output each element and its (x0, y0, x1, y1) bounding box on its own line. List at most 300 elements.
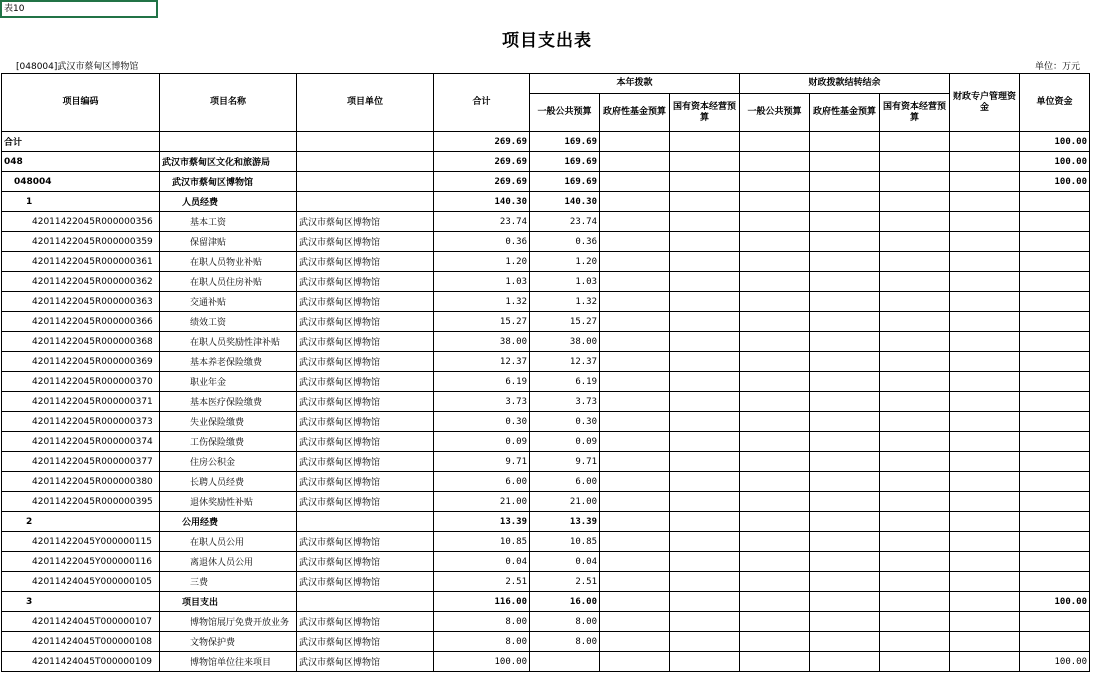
cell-empty[interactable] (810, 172, 880, 192)
cell-empty[interactable] (670, 612, 740, 632)
cell-empty[interactable] (740, 612, 810, 632)
cell-unit-fund[interactable] (1020, 412, 1090, 432)
cell-total[interactable]: 3.73 (434, 392, 530, 412)
cell-empty[interactable] (950, 612, 1020, 632)
cell-empty[interactable] (880, 472, 950, 492)
cell-name[interactable]: 交通补贴 (160, 292, 297, 312)
cell-name[interactable]: 基本养老保险缴费 (160, 352, 297, 372)
cell-empty[interactable] (950, 432, 1020, 452)
cell-empty[interactable] (810, 132, 880, 152)
cell-unit-fund[interactable] (1020, 352, 1090, 372)
cell-empty[interactable] (740, 252, 810, 272)
cell-total[interactable]: 0.09 (434, 432, 530, 452)
cell-total[interactable]: 9.71 (434, 452, 530, 472)
cell-unit-fund[interactable] (1020, 512, 1090, 532)
cell-name[interactable]: 退休奖励性补贴 (160, 492, 297, 512)
cell-empty[interactable] (600, 572, 670, 592)
cell-empty[interactable] (670, 192, 740, 212)
cell-empty[interactable] (740, 132, 810, 152)
cell-code[interactable]: 3 (2, 592, 160, 612)
cell-general[interactable] (530, 652, 600, 672)
cell-name[interactable]: 基本工资 (160, 212, 297, 232)
cell-name[interactable]: 公用经费 (160, 512, 297, 532)
cell-code[interactable]: 42011422045R000000356 (2, 212, 160, 232)
cell-empty[interactable] (880, 272, 950, 292)
cell-general[interactable]: 0.04 (530, 552, 600, 572)
cell-total[interactable]: 8.00 (434, 632, 530, 652)
cell-empty[interactable] (950, 412, 1020, 432)
cell-empty[interactable] (600, 212, 670, 232)
cell-empty[interactable] (740, 392, 810, 412)
cell-code[interactable]: 42011422045R000000373 (2, 412, 160, 432)
cell-empty[interactable] (670, 172, 740, 192)
cell-total[interactable]: 0.04 (434, 552, 530, 572)
cell-general[interactable]: 8.00 (530, 612, 600, 632)
table-row[interactable] (2, 312, 1090, 332)
table-row[interactable] (2, 432, 1090, 452)
cell-unit-fund[interactable] (1020, 452, 1090, 472)
cell-unit[interactable]: 武汉市蔡甸区博物馆 (297, 452, 434, 472)
cell-total[interactable]: 38.00 (434, 332, 530, 352)
cell-code[interactable]: 42011422045R000000366 (2, 312, 160, 332)
cell-unit[interactable]: 武汉市蔡甸区博物馆 (297, 432, 434, 452)
cell-total[interactable]: 269.69 (434, 132, 530, 152)
cell-name[interactable]: 离退休人员公用 (160, 552, 297, 572)
table-row[interactable] (2, 212, 1090, 232)
cell-name[interactable]: 绩效工资 (160, 312, 297, 332)
cell-general[interactable]: 169.69 (530, 172, 600, 192)
cell-total[interactable]: 2.51 (434, 572, 530, 592)
cell-empty[interactable] (880, 452, 950, 472)
cell-empty[interactable] (810, 272, 880, 292)
cell-empty[interactable] (810, 592, 880, 612)
cell-name[interactable]: 保留津贴 (160, 232, 297, 252)
cell-unit-fund[interactable] (1020, 612, 1090, 632)
cell-unit-fund[interactable]: 100.00 (1020, 652, 1090, 672)
cell-empty[interactable] (880, 252, 950, 272)
cell-unit-fund[interactable] (1020, 212, 1090, 232)
cell-unit-fund[interactable] (1020, 532, 1090, 552)
cell-name[interactable]: 在职人员公用 (160, 532, 297, 552)
cell-general[interactable]: 16.00 (530, 592, 600, 612)
cell-reference-box[interactable] (0, 0, 158, 18)
cell-empty[interactable] (600, 372, 670, 392)
cell-empty[interactable] (810, 332, 880, 352)
cell-name[interactable]: 人员经费 (160, 192, 297, 212)
cell-code[interactable]: 42011422045Y000000116 (2, 552, 160, 572)
cell-unit-fund[interactable] (1020, 432, 1090, 452)
cell-empty[interactable] (740, 632, 810, 652)
cell-general[interactable]: 1.03 (530, 272, 600, 292)
cell-code[interactable]: 42011422045R000000361 (2, 252, 160, 272)
cell-empty[interactable] (950, 252, 1020, 272)
table-row[interactable] (2, 192, 1090, 212)
cell-empty[interactable] (810, 652, 880, 672)
cell-empty[interactable] (880, 412, 950, 432)
cell-empty[interactable] (810, 552, 880, 572)
cell-empty[interactable] (670, 312, 740, 332)
cell-total[interactable]: 1.20 (434, 252, 530, 272)
cell-total[interactable]: 15.27 (434, 312, 530, 332)
cell-unit[interactable] (297, 192, 434, 212)
table-row[interactable] (2, 392, 1090, 412)
cell-empty[interactable] (950, 332, 1020, 352)
table-row[interactable] (2, 132, 1090, 152)
cell-empty[interactable] (600, 172, 670, 192)
cell-unit[interactable]: 武汉市蔡甸区博物馆 (297, 552, 434, 572)
cell-unit[interactable] (297, 152, 434, 172)
cell-unit-fund[interactable] (1020, 232, 1090, 252)
cell-empty[interactable] (950, 132, 1020, 152)
cell-empty[interactable] (740, 572, 810, 592)
table-row[interactable] (2, 592, 1090, 612)
cell-empty[interactable] (740, 332, 810, 352)
cell-empty[interactable] (670, 232, 740, 252)
cell-code[interactable]: 42011424045Y000000105 (2, 572, 160, 592)
cell-name[interactable]: 项目支出 (160, 592, 297, 612)
cell-empty[interactable] (600, 652, 670, 672)
cell-unit[interactable]: 武汉市蔡甸区博物馆 (297, 252, 434, 272)
cell-empty[interactable] (600, 292, 670, 312)
cell-unit-fund[interactable] (1020, 192, 1090, 212)
cell-empty[interactable] (670, 432, 740, 452)
cell-unit[interactable]: 武汉市蔡甸区博物馆 (297, 332, 434, 352)
cell-code[interactable]: 1 (2, 192, 160, 212)
cell-unit-fund[interactable] (1020, 332, 1090, 352)
cell-general[interactable]: 38.00 (530, 332, 600, 352)
cell-empty[interactable] (880, 352, 950, 372)
cell-empty[interactable] (740, 652, 810, 672)
cell-empty[interactable] (740, 452, 810, 472)
cell-total[interactable]: 0.36 (434, 232, 530, 252)
table-row[interactable] (2, 612, 1090, 632)
table-row[interactable] (2, 652, 1090, 672)
cell-empty[interactable] (950, 192, 1020, 212)
cell-empty[interactable] (810, 532, 880, 552)
cell-unit[interactable]: 武汉市蔡甸区博物馆 (297, 412, 434, 432)
cell-empty[interactable] (810, 412, 880, 432)
cell-empty[interactable] (670, 632, 740, 652)
cell-empty[interactable] (810, 472, 880, 492)
cell-empty[interactable] (810, 152, 880, 172)
cell-empty[interactable] (740, 292, 810, 312)
cell-name[interactable]: 在职人员物业补贴 (160, 252, 297, 272)
cell-general[interactable]: 23.74 (530, 212, 600, 232)
cell-empty[interactable] (950, 572, 1020, 592)
cell-general[interactable]: 2.51 (530, 572, 600, 592)
cell-empty[interactable] (880, 392, 950, 412)
cell-code[interactable]: 42011422045R000000369 (2, 352, 160, 372)
cell-empty[interactable] (810, 452, 880, 472)
cell-code[interactable]: 42011424045T000000107 (2, 612, 160, 632)
cell-empty[interactable] (810, 392, 880, 412)
cell-code[interactable]: 42011422045R000000374 (2, 432, 160, 452)
cell-empty[interactable] (600, 152, 670, 172)
cell-unit-fund[interactable] (1020, 572, 1090, 592)
cell-empty[interactable] (950, 512, 1020, 532)
cell-general[interactable]: 13.39 (530, 512, 600, 532)
cell-code[interactable]: 048004 (2, 172, 160, 192)
cell-empty[interactable] (670, 212, 740, 232)
cell-empty[interactable] (670, 332, 740, 352)
cell-unit[interactable]: 武汉市蔡甸区博物馆 (297, 352, 434, 372)
cell-empty[interactable] (740, 432, 810, 452)
cell-empty[interactable] (670, 292, 740, 312)
cell-code[interactable]: 42011422045R000000368 (2, 332, 160, 352)
cell-general[interactable]: 9.71 (530, 452, 600, 472)
cell-total[interactable]: 23.74 (434, 212, 530, 232)
cell-unit[interactable]: 武汉市蔡甸区博物馆 (297, 472, 434, 492)
cell-empty[interactable] (670, 532, 740, 552)
cell-total[interactable]: 269.69 (434, 152, 530, 172)
cell-total[interactable]: 100.00 (434, 652, 530, 672)
cell-unit-fund[interactable]: 100.00 (1020, 132, 1090, 152)
cell-unit[interactable]: 武汉市蔡甸区博物馆 (297, 532, 434, 552)
cell-name[interactable]: 基本医疗保险缴费 (160, 392, 297, 412)
cell-general[interactable]: 0.30 (530, 412, 600, 432)
cell-empty[interactable] (880, 372, 950, 392)
cell-total[interactable]: 6.00 (434, 472, 530, 492)
cell-empty[interactable] (670, 132, 740, 152)
cell-empty[interactable] (740, 192, 810, 212)
cell-empty[interactable] (600, 592, 670, 612)
cell-empty[interactable] (670, 512, 740, 532)
cell-empty[interactable] (810, 312, 880, 332)
table-row[interactable] (2, 572, 1090, 592)
table-row[interactable] (2, 252, 1090, 272)
cell-unit-fund[interactable] (1020, 492, 1090, 512)
cell-name[interactable]: 博物馆展厅免费开放业务 (160, 612, 297, 632)
cell-empty[interactable] (810, 252, 880, 272)
table-row[interactable] (2, 372, 1090, 392)
cell-empty[interactable] (600, 432, 670, 452)
cell-empty[interactable] (740, 152, 810, 172)
cell-empty[interactable] (810, 232, 880, 252)
cell-unit[interactable]: 武汉市蔡甸区博物馆 (297, 612, 434, 632)
cell-total[interactable]: 6.19 (434, 372, 530, 392)
table-row[interactable] (2, 232, 1090, 252)
cell-total[interactable]: 12.37 (434, 352, 530, 372)
cell-empty[interactable] (600, 532, 670, 552)
cell-empty[interactable] (670, 392, 740, 412)
cell-code[interactable]: 42011422045Y000000115 (2, 532, 160, 552)
table-row[interactable] (2, 292, 1090, 312)
cell-empty[interactable] (670, 352, 740, 372)
cell-code[interactable]: 42011422045R000000362 (2, 272, 160, 292)
cell-name[interactable]: 在职人员奖励性津补贴 (160, 332, 297, 352)
cell-total[interactable]: 1.32 (434, 292, 530, 312)
cell-name[interactable] (160, 132, 297, 152)
table-row[interactable] (2, 272, 1090, 292)
cell-empty[interactable] (950, 152, 1020, 172)
cell-general[interactable]: 6.19 (530, 372, 600, 392)
table-row[interactable] (2, 512, 1090, 532)
cell-unit[interactable]: 武汉市蔡甸区博物馆 (297, 652, 434, 672)
cell-empty[interactable] (950, 652, 1020, 672)
cell-unit[interactable] (297, 172, 434, 192)
cell-code[interactable]: 42011422045R000000359 (2, 232, 160, 252)
cell-empty[interactable] (880, 312, 950, 332)
cell-empty[interactable] (880, 652, 950, 672)
cell-empty[interactable] (810, 432, 880, 452)
cell-empty[interactable] (600, 472, 670, 492)
cell-code[interactable]: 42011422045R000000371 (2, 392, 160, 412)
cell-empty[interactable] (740, 472, 810, 492)
cell-empty[interactable] (880, 632, 950, 652)
cell-total[interactable]: 13.39 (434, 512, 530, 532)
cell-unit[interactable]: 武汉市蔡甸区博物馆 (297, 392, 434, 412)
cell-unit-fund[interactable] (1020, 272, 1090, 292)
table-row[interactable] (2, 552, 1090, 572)
cell-empty[interactable] (950, 172, 1020, 192)
cell-empty[interactable] (810, 632, 880, 652)
cell-empty[interactable] (880, 332, 950, 352)
cell-code[interactable]: 2 (2, 512, 160, 532)
table-row[interactable] (2, 172, 1090, 192)
cell-code[interactable]: 42011422045R000000395 (2, 492, 160, 512)
cell-empty[interactable] (670, 652, 740, 672)
cell-empty[interactable] (880, 552, 950, 572)
cell-unit-fund[interactable] (1020, 632, 1090, 652)
cell-unit-fund[interactable] (1020, 312, 1090, 332)
cell-general[interactable]: 8.00 (530, 632, 600, 652)
cell-empty[interactable] (600, 612, 670, 632)
cell-empty[interactable] (600, 412, 670, 432)
cell-code[interactable]: 42011422045R000000363 (2, 292, 160, 312)
cell-empty[interactable] (740, 512, 810, 532)
cell-general[interactable]: 12.37 (530, 352, 600, 372)
cell-empty[interactable] (810, 372, 880, 392)
cell-unit[interactable]: 武汉市蔡甸区博物馆 (297, 232, 434, 252)
cell-empty[interactable] (600, 312, 670, 332)
cell-empty[interactable] (600, 452, 670, 472)
cell-unit[interactable]: 武汉市蔡甸区博物馆 (297, 632, 434, 652)
cell-total[interactable]: 269.69 (434, 172, 530, 192)
cell-unit-fund[interactable]: 100.00 (1020, 172, 1090, 192)
cell-code[interactable]: 42011422045R000000377 (2, 452, 160, 472)
cell-empty[interactable] (880, 132, 950, 152)
cell-empty[interactable] (810, 212, 880, 232)
cell-empty[interactable] (810, 492, 880, 512)
cell-total[interactable]: 0.30 (434, 412, 530, 432)
cell-empty[interactable] (880, 292, 950, 312)
cell-empty[interactable] (740, 372, 810, 392)
cell-unit[interactable]: 武汉市蔡甸区博物馆 (297, 492, 434, 512)
cell-unit-fund[interactable] (1020, 552, 1090, 572)
cell-empty[interactable] (950, 552, 1020, 572)
cell-empty[interactable] (880, 232, 950, 252)
cell-empty[interactable] (600, 552, 670, 572)
cell-empty[interactable] (740, 492, 810, 512)
cell-empty[interactable] (880, 512, 950, 532)
cell-empty[interactable] (880, 492, 950, 512)
cell-empty[interactable] (600, 192, 670, 212)
cell-name[interactable]: 武汉市蔡甸区文化和旅游局 (160, 152, 297, 172)
cell-name[interactable]: 长聘人员经费 (160, 472, 297, 492)
cell-code[interactable]: 42011424045T000000109 (2, 652, 160, 672)
cell-name[interactable]: 工伤保险缴费 (160, 432, 297, 452)
cell-name[interactable]: 在职人员住房补贴 (160, 272, 297, 292)
cell-unit-fund[interactable] (1020, 392, 1090, 412)
cell-unit[interactable]: 武汉市蔡甸区博物馆 (297, 212, 434, 232)
cell-empty[interactable] (600, 492, 670, 512)
cell-total[interactable]: 140.30 (434, 192, 530, 212)
table-row[interactable] (2, 152, 1090, 172)
table-row[interactable] (2, 532, 1090, 552)
cell-empty[interactable] (600, 132, 670, 152)
cell-empty[interactable] (880, 532, 950, 552)
cell-unit[interactable] (297, 512, 434, 532)
cell-name[interactable]: 武汉市蔡甸区博物馆 (160, 172, 297, 192)
cell-empty[interactable] (670, 552, 740, 572)
cell-empty[interactable] (880, 172, 950, 192)
cell-empty[interactable] (880, 152, 950, 172)
cell-empty[interactable] (950, 352, 1020, 372)
cell-empty[interactable] (880, 192, 950, 212)
cell-empty[interactable] (950, 232, 1020, 252)
cell-code[interactable]: 42011424045T000000108 (2, 632, 160, 652)
cell-empty[interactable] (600, 352, 670, 372)
cell-empty[interactable] (670, 372, 740, 392)
cell-empty[interactable] (670, 572, 740, 592)
cell-general[interactable]: 169.69 (530, 152, 600, 172)
table-row[interactable] (2, 492, 1090, 512)
cell-unit-fund[interactable] (1020, 372, 1090, 392)
cell-empty[interactable] (670, 492, 740, 512)
cell-empty[interactable] (740, 592, 810, 612)
cell-empty[interactable] (670, 412, 740, 432)
cell-total[interactable]: 1.03 (434, 272, 530, 292)
cell-unit-fund[interactable] (1020, 252, 1090, 272)
cell-empty[interactable] (740, 352, 810, 372)
cell-unit-fund[interactable]: 100.00 (1020, 152, 1090, 172)
cell-general[interactable]: 140.30 (530, 192, 600, 212)
cell-unit-fund[interactable] (1020, 472, 1090, 492)
cell-empty[interactable] (600, 232, 670, 252)
cell-general[interactable]: 1.32 (530, 292, 600, 312)
cell-empty[interactable] (670, 272, 740, 292)
cell-unit[interactable]: 武汉市蔡甸区博物馆 (297, 272, 434, 292)
table-row[interactable] (2, 472, 1090, 492)
cell-empty[interactable] (950, 492, 1020, 512)
cell-empty[interactable] (950, 592, 1020, 612)
cell-empty[interactable] (950, 632, 1020, 652)
cell-empty[interactable] (810, 572, 880, 592)
cell-empty[interactable] (880, 212, 950, 232)
cell-total[interactable]: 8.00 (434, 612, 530, 632)
cell-general[interactable]: 1.20 (530, 252, 600, 272)
cell-empty[interactable] (740, 312, 810, 332)
cell-unit[interactable]: 武汉市蔡甸区博物馆 (297, 312, 434, 332)
cell-empty[interactable] (880, 612, 950, 632)
cell-code[interactable]: 42011422045R000000380 (2, 472, 160, 492)
cell-empty[interactable] (950, 452, 1020, 472)
cell-empty[interactable] (670, 592, 740, 612)
cell-name[interactable]: 三费 (160, 572, 297, 592)
cell-name[interactable]: 失业保险缴费 (160, 412, 297, 432)
cell-empty[interactable] (950, 312, 1020, 332)
cell-empty[interactable] (950, 212, 1020, 232)
cell-empty[interactable] (950, 532, 1020, 552)
table-row[interactable] (2, 352, 1090, 372)
cell-empty[interactable] (950, 472, 1020, 492)
cell-general[interactable]: 10.85 (530, 532, 600, 552)
cell-general[interactable]: 3.73 (530, 392, 600, 412)
cell-general[interactable]: 21.00 (530, 492, 600, 512)
table-row[interactable] (2, 632, 1090, 652)
cell-empty[interactable] (810, 292, 880, 312)
cell-empty[interactable] (740, 212, 810, 232)
